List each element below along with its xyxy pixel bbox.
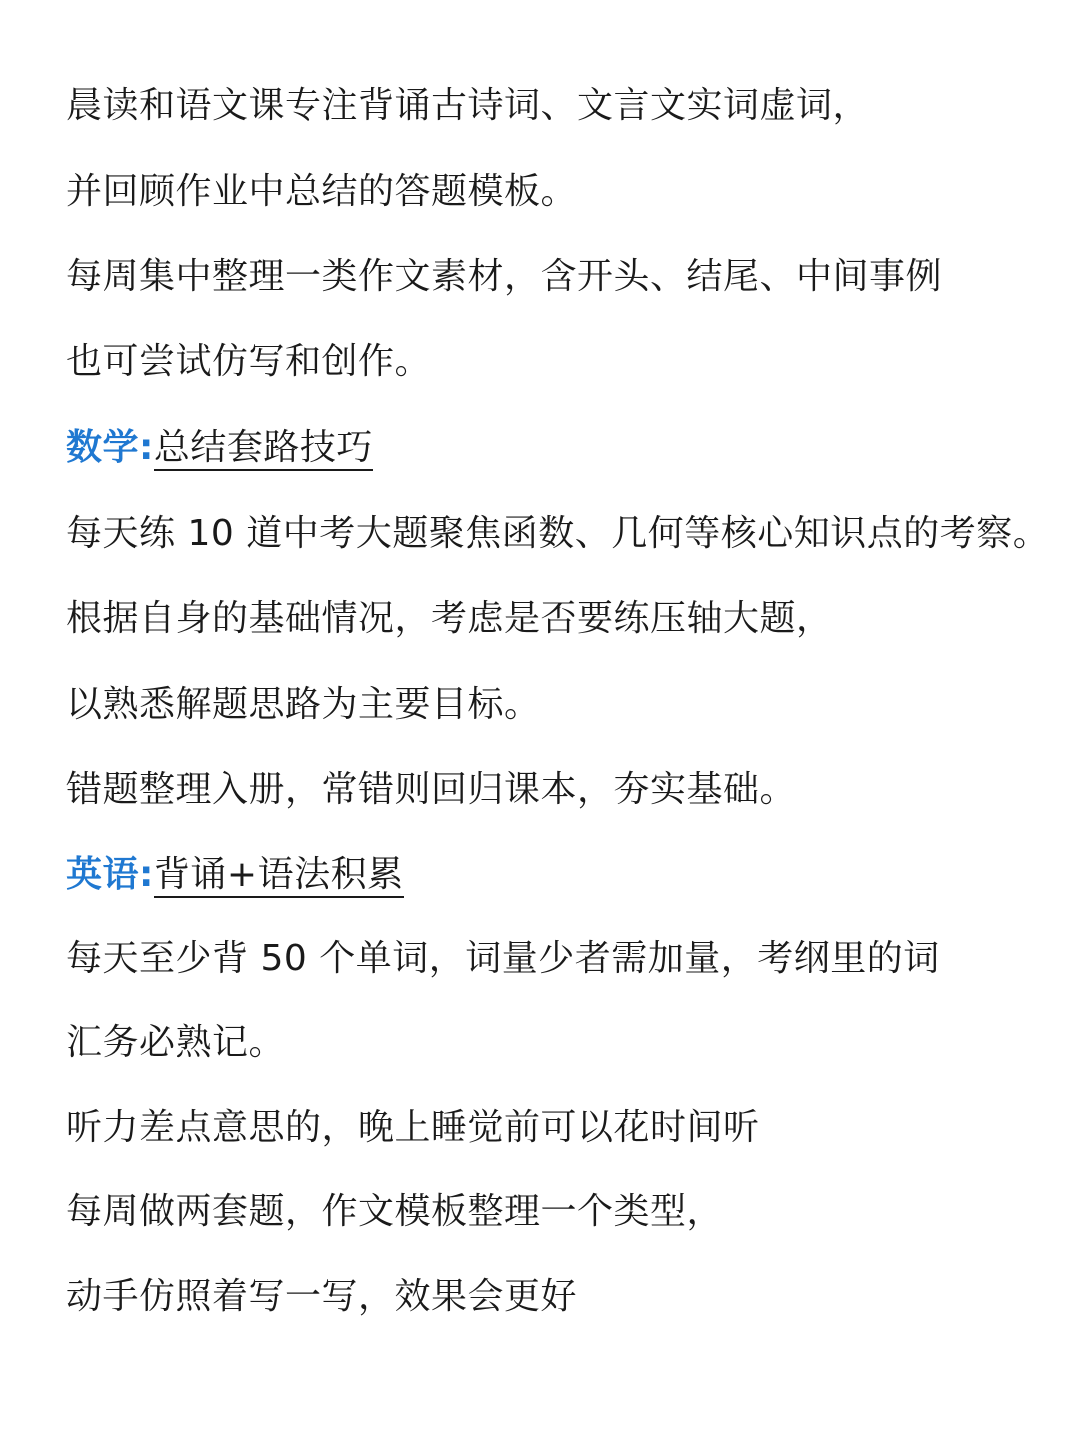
math-topic-label: 总结套路技巧 [154,427,373,471]
math-subject-label: 数学: [66,427,154,468]
english-subject-label: 英语: [66,854,154,895]
chinese-paragraph-line-4: 也可尝试仿写和创作。 [66,341,432,382]
english-line-3: 听力差点意思的，晚上睡觉前可以花时间听 [66,1107,760,1148]
math-line-2: 根据自身的基础情况，考虑是否要练压轴大题， [66,598,833,639]
math-line-4: 错题整理入册，常错则回归课本，夯实基础。 [66,769,797,810]
math-line-1: 每天练 10 道中考大题聚焦函数、几何等核心知识点的考察。 [66,513,1050,554]
math-line-3: 以熟悉解题思路为主要目标。 [66,684,541,725]
english-heading [66,851,404,899]
english-line-4: 每周做两套题，作文模板整理一个类型， [66,1191,724,1232]
chinese-paragraph-line-2: 并回顾作业中总结的答题模板。 [66,171,578,212]
math-heading [66,424,373,472]
english-topic-label: 背诵+语法积累 [154,854,404,898]
chinese-paragraph-line-3: 每周集中整理一类作文素材，含开头、结尾、中间事例 [66,256,943,297]
english-line-1: 每天至少背 50 个单词，词量少者需加量，考纲里的词 [66,938,940,979]
english-line-2: 汇务必熟记。 [66,1022,286,1063]
chinese-paragraph-line-1: 晨读和语文课专注背诵古诗词、文言文实词虚词， [66,85,870,126]
english-line-5: 动手仿照着写一写，效果会更好 [66,1276,578,1317]
